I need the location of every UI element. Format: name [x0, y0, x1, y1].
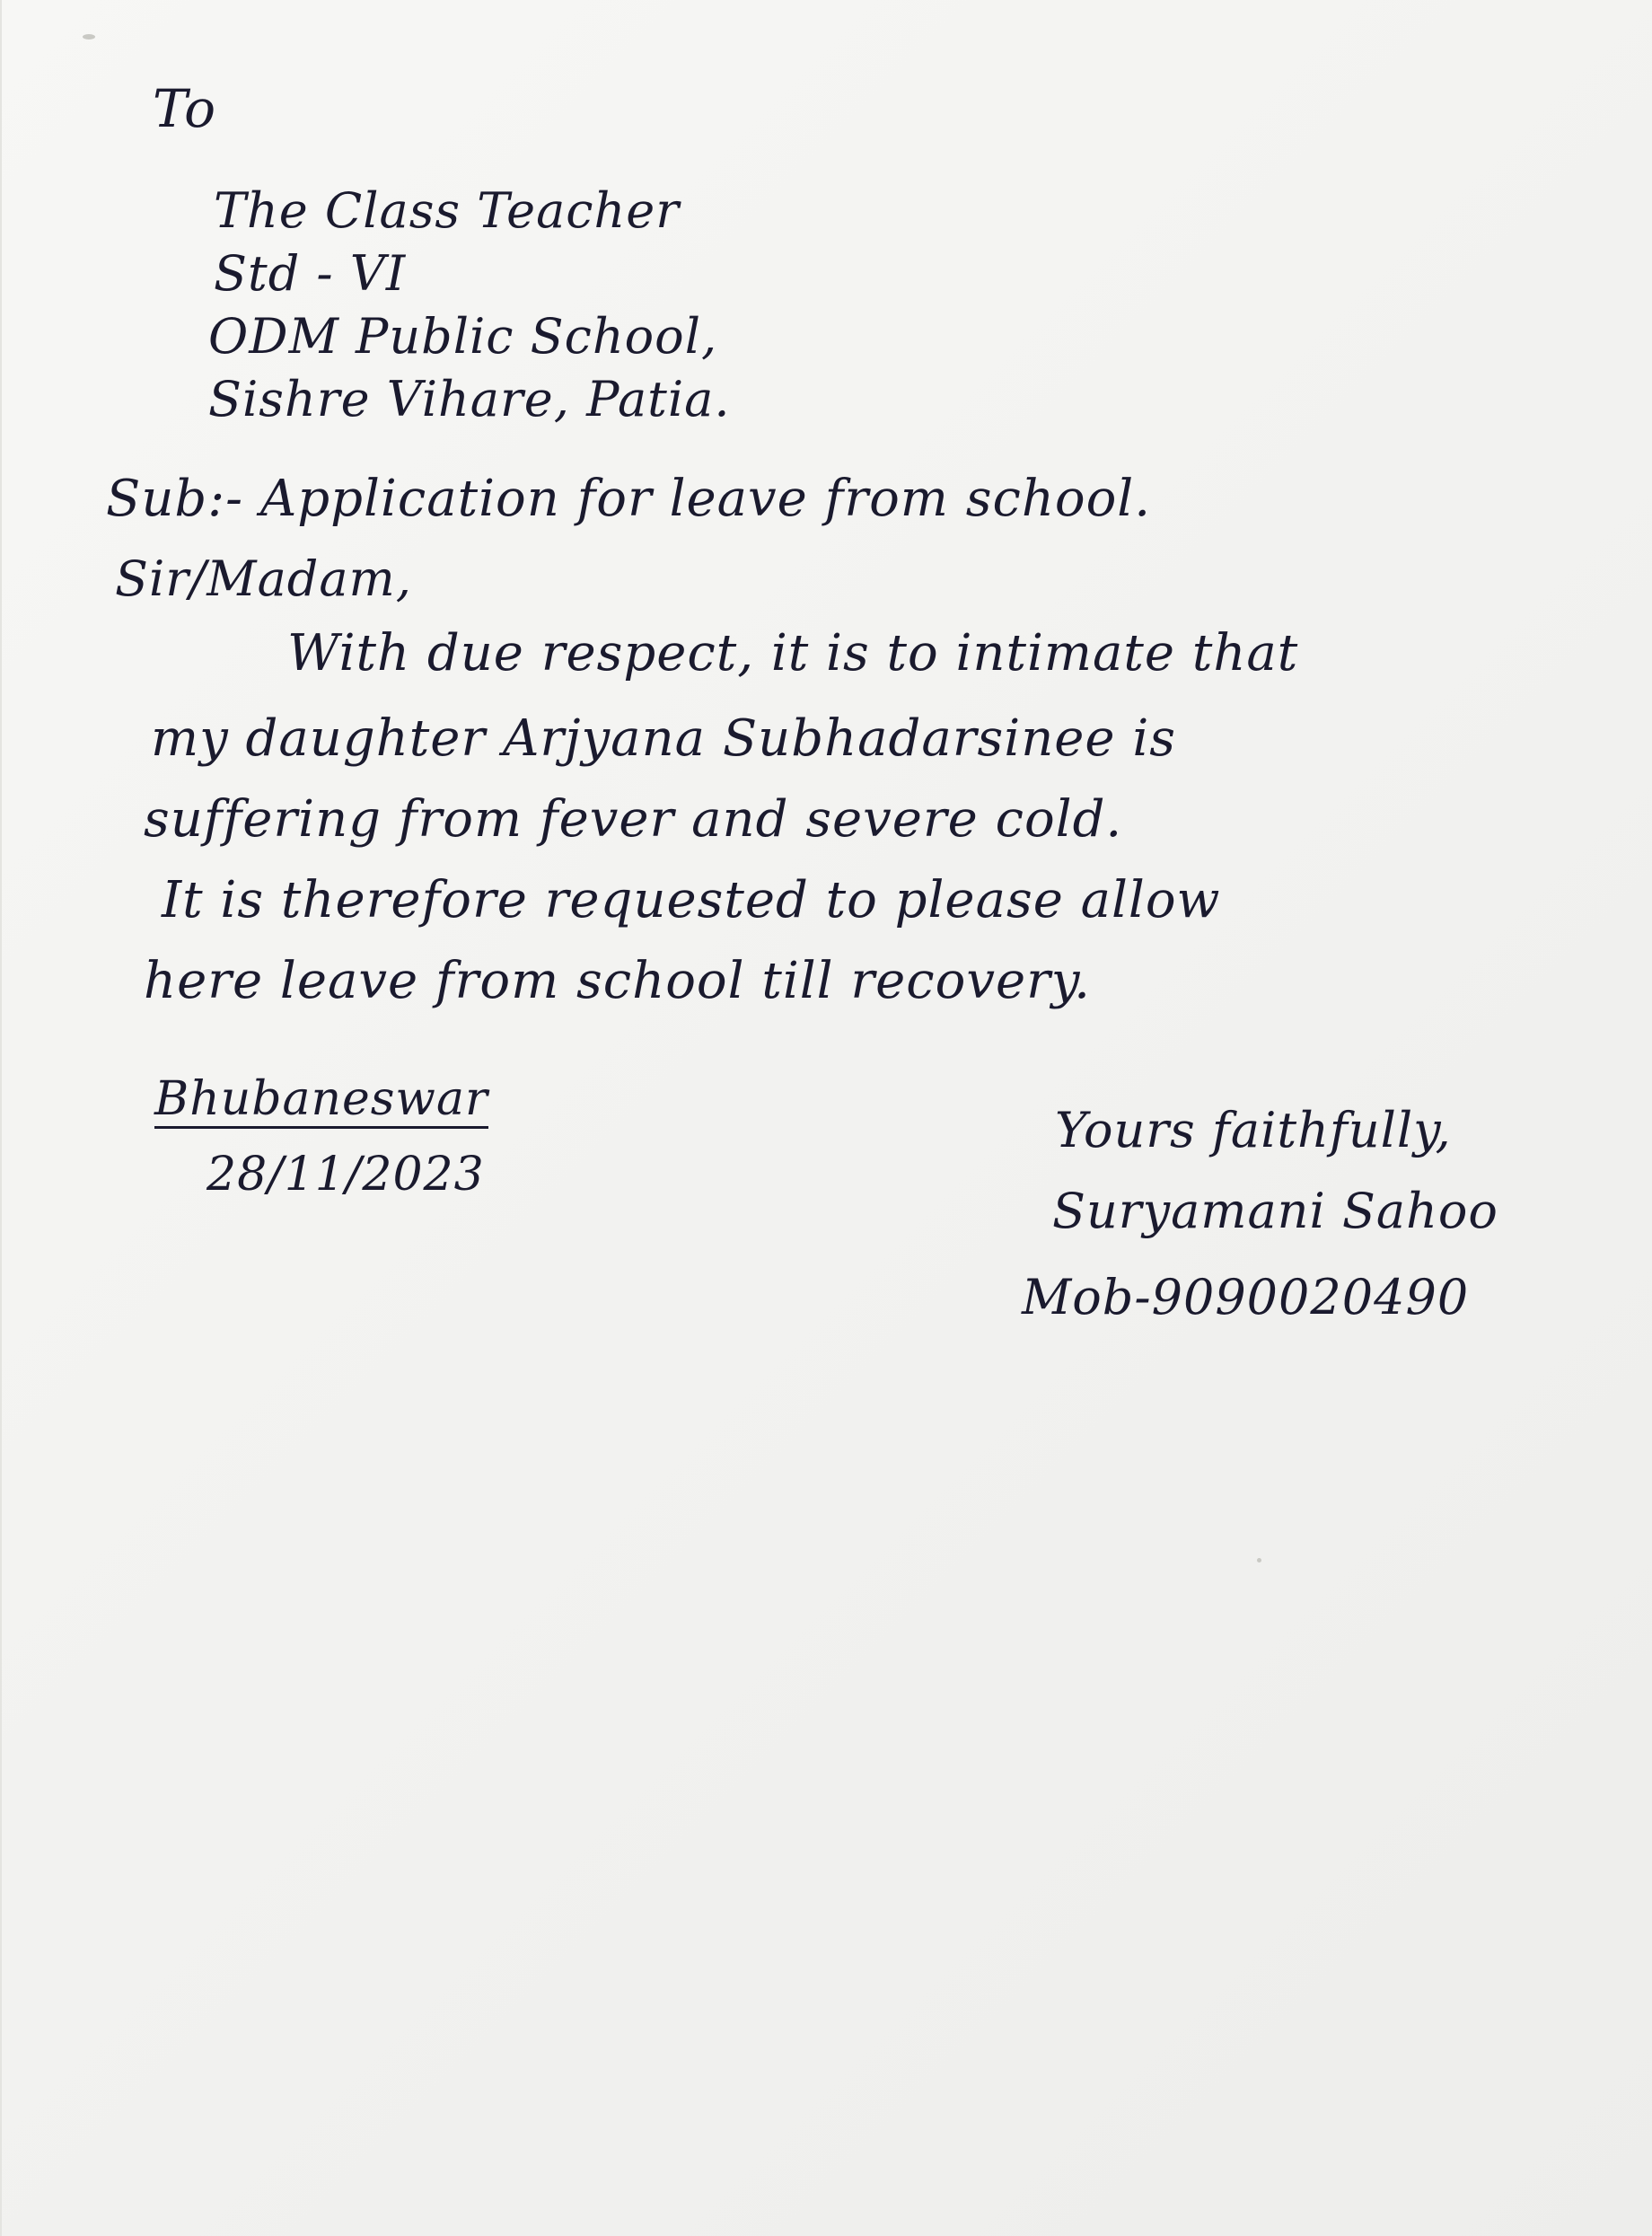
recipient-line-1: The Class Teacher — [214, 182, 681, 239]
body-line-2: my daughter Arjyana Subhadarsinee is — [151, 709, 1176, 768]
address-to: To — [153, 78, 217, 139]
paper-mark — [83, 34, 95, 40]
recipient-line-3: ODM Public School, — [208, 308, 718, 365]
subject-line: Sub:- Application for leave from school. — [106, 470, 1152, 528]
body-line-4: It is therefore requested to please allow — [162, 871, 1221, 929]
closing: Yours faithfully, — [1055, 1102, 1452, 1158]
body-line-1: With due respect, it is to intimate that — [287, 624, 1299, 682]
body-line-5: here leave from school till recovery. — [144, 952, 1091, 1010]
paper-mark — [1257, 1558, 1261, 1563]
recipient-line-2: Std - VI — [214, 245, 407, 302]
page-edge — [0, 0, 2, 2236]
date: 28/11/2023 — [206, 1148, 485, 1202]
body-line-3: suffering from fever and severe cold. — [144, 790, 1123, 849]
recipient-line-4: Sishre Vihare, Patia. — [208, 371, 731, 427]
place: Bhubaneswar — [154, 1076, 488, 1129]
salutation: Sir/Madam, — [115, 550, 412, 607]
mobile-number: Mob-9090020490 — [1022, 1269, 1470, 1325]
signature: Suryamani Sahoo — [1052, 1183, 1498, 1239]
